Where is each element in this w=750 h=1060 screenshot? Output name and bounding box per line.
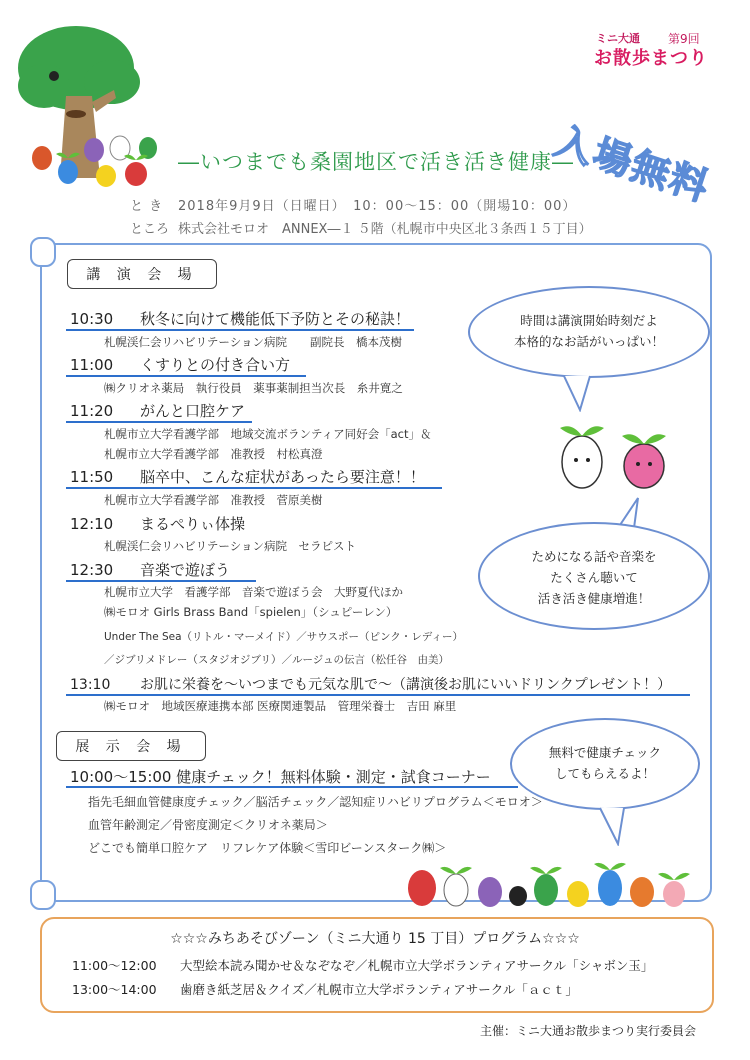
sprout-characters-left xyxy=(24,124,164,196)
lecture-heading: 講 演 会 場 xyxy=(67,259,217,289)
sponsor-text: 主催：ミニ大通お散歩まつり実行委員会 xyxy=(480,1024,697,1038)
exhibit-heading: 展 示 会 場 xyxy=(56,731,206,761)
lecture-speaker: 札幌渓仁会リハビリテーション病院 セラピスト xyxy=(104,539,356,553)
scroll-roll-top xyxy=(30,237,56,267)
sprout-characters-middle xyxy=(552,414,682,494)
title-underline xyxy=(66,375,306,377)
program-text: 大型絵本読み聞かせ＆なぞなぞ／札幌市立大学ボランティアサークル「シャボン玉」 xyxy=(180,958,654,973)
lecture-item xyxy=(70,674,671,694)
logo-round-text: 第9回 xyxy=(668,32,700,46)
title-underline xyxy=(66,786,518,788)
title-underline xyxy=(66,421,252,423)
lecture-time: 12:30 xyxy=(70,561,114,579)
bubble-tail xyxy=(596,806,636,846)
scroll-roll-bottom xyxy=(30,880,56,910)
lecture-item xyxy=(70,513,245,534)
program-text: 歯磨き紙芝居＆クイズ／札幌市立大学ボランティアサークル「ａｃｔ」 xyxy=(180,982,578,997)
program-row xyxy=(72,956,653,974)
lecture-speaker: 札幌渓仁会リハビリテーション病院 副院長 橋本茂樹 xyxy=(104,335,402,349)
place-label: ところ xyxy=(130,222,170,237)
title-underline xyxy=(66,694,690,696)
lecture-title: 音楽で遊ぼう xyxy=(140,561,231,579)
exhibit-item: 指先毛細血管健康度チェック／脳活チェック／認知症リハビリプログラム＜モロオ＞ xyxy=(88,795,543,809)
speech-bubble-music xyxy=(478,522,710,630)
bubble-line: 本格的なお話がいっぱい！ xyxy=(513,334,664,349)
exhibit-item: どこでも簡単口腔ケア リフレケア体験＜雪印ビーンスターク㈱＞ xyxy=(88,841,447,855)
speech-bubble-times xyxy=(468,286,710,378)
title-underline xyxy=(66,329,414,331)
lecture-time: 11:20 xyxy=(70,402,114,420)
lecture-speaker: ㈱クリオネ薬局 執行役員 薬事薬制担当次長 糸井寛之 xyxy=(104,381,403,395)
program-row xyxy=(72,980,578,998)
event-place xyxy=(130,218,592,237)
event-date xyxy=(130,195,576,214)
lecture-speaker: ／ジブリメドレー（スタジオジブリ）／ルージュの伝言（松任谷 由美） xyxy=(104,654,450,666)
bubble-line: 無料で健康チェック xyxy=(548,745,662,760)
lecture-title: お肌に栄養を～いつまでも元気な肌で～（講演後お肌にいいドリンクプレゼント！） xyxy=(140,677,672,693)
title-underline xyxy=(66,487,442,489)
program-time: 11:00～12:00 xyxy=(72,958,157,973)
exhibit-item: 血管年齢測定／骨密度測定＜クリオネ薬局＞ xyxy=(88,818,328,832)
lecture-title: くすりとの付き合い方 xyxy=(140,356,291,374)
lecture-time: 11:00 xyxy=(70,356,114,374)
free-entry-stamp: 入場無料 xyxy=(549,118,716,210)
lecture-speaker: Under The Sea（リトル・マーメイド）／サウスポー（ピンク・レディー） xyxy=(104,631,463,643)
bubble-line: してもらえるよ！ xyxy=(554,766,655,781)
bubble-line: ためになる話や音楽を xyxy=(531,549,657,564)
lecture-time: 10:30 xyxy=(70,310,114,328)
bubble-line: 時間は講演開始時刻だよ xyxy=(520,313,658,328)
bubble-line: 活き活き健康増進！ xyxy=(537,591,651,606)
lecture-speaker: ㈱モロオ Girls Brass Band「spielen」（シュピーレン） xyxy=(104,605,398,619)
lecture-speaker: 札幌市立大学 看護学部 音楽で遊ぼう会 大野夏代ほか xyxy=(104,585,403,599)
lecture-speaker: ㈱モロオ 地域医療連携本部 医療関連製品 管理栄養士 吉田 麻里 xyxy=(104,699,457,713)
logo-small-text: ミニ大通 xyxy=(596,32,640,45)
sprout-characters-row xyxy=(404,852,704,910)
lecture-item xyxy=(70,466,425,487)
exhibit-title: 10:00～15:00 健康チェック！無料体験・測定・試食コーナー xyxy=(70,768,491,786)
lecture-speaker: 札幌市立大学看護学部 准教授 菅原美樹 xyxy=(104,493,323,507)
tagline: ―いつまでも桑園地区で活き活き健康― xyxy=(178,150,574,174)
program-time: 13:00～14:00 xyxy=(72,982,157,997)
lecture-time: 11:50 xyxy=(70,468,114,486)
lecture-title: まるぺりぃ体操 xyxy=(140,515,246,533)
bubble-line: たくさん聴いて xyxy=(550,570,638,585)
program-title: ☆☆☆みちあそびゾーン（ミニ大通り 15 丁目）プログラム☆☆☆ xyxy=(170,931,580,947)
lecture-title: 秋冬に向けて機能低下予防とその秘訣！ xyxy=(140,310,411,328)
speech-bubble-check xyxy=(510,718,700,810)
lecture-item xyxy=(70,354,290,375)
bubble-tail xyxy=(560,374,600,412)
lecture-speaker: 札幌市立大学看護学部 准教授 村松真澄 xyxy=(104,447,323,461)
lecture-item xyxy=(70,400,245,421)
title-underline xyxy=(66,580,256,582)
lecture-item xyxy=(70,559,230,580)
lecture-time: 12:10 xyxy=(70,515,114,533)
date-value: 2018年9月9日（日曜日） 10：00～15：00（開場10：00） xyxy=(178,199,577,214)
lecture-speaker: 札幌市立大学看護学部 地域交流ボランティア同好会「act」＆ xyxy=(104,427,432,441)
place-value: 株式会社モロオ ANNEX―１ ５階（札幌市中央区北３条西１５丁目） xyxy=(178,222,592,237)
lecture-time: 13:10 xyxy=(70,677,111,693)
logo-main-text: お散歩まつり xyxy=(594,48,708,69)
date-label: と き xyxy=(130,199,164,214)
lecture-item xyxy=(70,308,410,329)
lecture-title: がんと口腔ケア xyxy=(140,402,246,420)
lecture-title: 脳卒中、こんな症状があったら要注意！！ xyxy=(140,468,425,486)
